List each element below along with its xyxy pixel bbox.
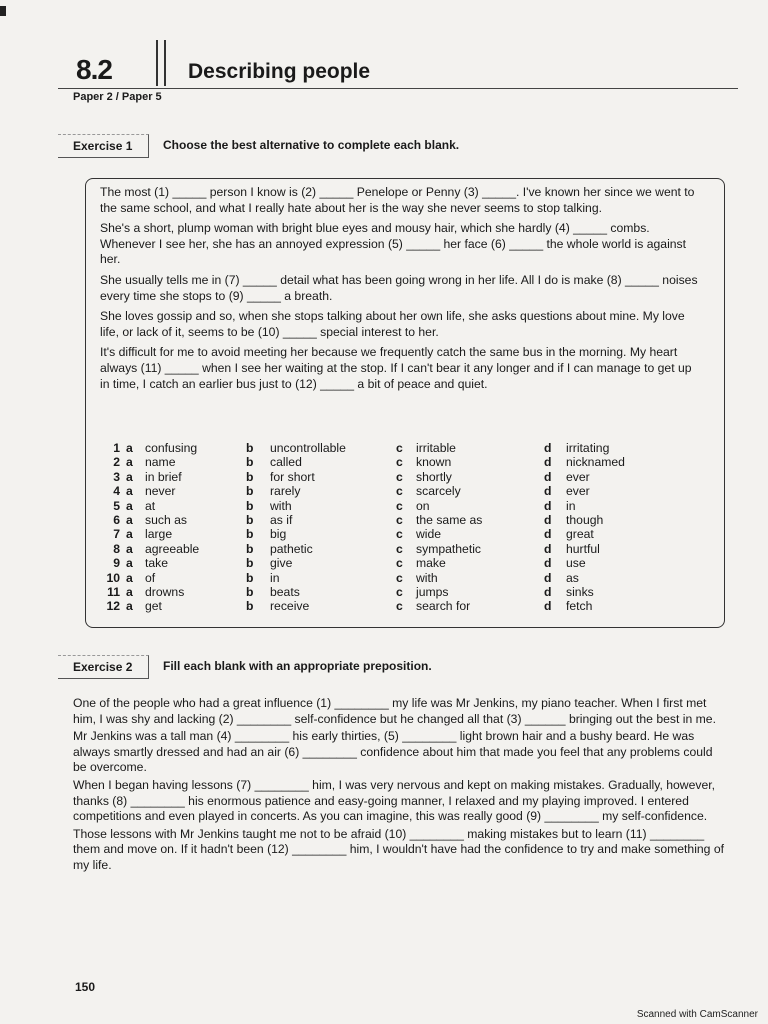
option-letter: c	[396, 441, 403, 455]
option-letter: a	[126, 469, 133, 484]
option-b-text: receive	[270, 599, 310, 614]
option-letter: b	[246, 498, 254, 513]
option-b-text: uncontrollable	[270, 441, 346, 455]
option-letter: b	[246, 599, 254, 614]
option-a-text: name	[145, 455, 176, 470]
option-number: 8	[113, 541, 120, 556]
option-letter: c	[396, 455, 403, 470]
option-b-text: give	[270, 556, 293, 571]
option-number: 1	[113, 441, 120, 455]
option-c-text: shortly	[416, 469, 452, 484]
option-letter: a	[126, 484, 133, 499]
option-row	[102, 599, 702, 613]
option-c-text: irritable	[416, 441, 456, 455]
option-letter: b	[246, 469, 254, 484]
exercise2-header	[58, 655, 738, 679]
option-b-text: in	[270, 570, 280, 585]
option-letter: c	[396, 541, 403, 556]
option-letter: a	[126, 512, 133, 527]
exercise2-paragraph: Mr Jenkins was a tall man (4) ________ his early thirties, (5) ________ light brown hair and a bushy beard. He was always smartly dressed and had an air (6) ________ confidence about him that made you feel that any problems could be overcome.	[73, 729, 713, 775]
option-row	[102, 455, 702, 469]
option-row	[102, 585, 702, 599]
option-letter: d	[544, 441, 552, 455]
option-a-text: at	[145, 498, 156, 513]
option-b-text: as if	[270, 512, 293, 527]
option-number: 5	[113, 498, 120, 513]
page-number: 150	[75, 980, 96, 994]
option-d-text: ever	[566, 484, 590, 499]
option-b-text: pathetic	[270, 541, 313, 556]
option-row	[102, 571, 702, 585]
option-c-text: jumps	[416, 584, 449, 599]
option-b-text: big	[270, 527, 287, 542]
option-letter: d	[544, 599, 552, 614]
option-d-text: nicknamed	[566, 455, 625, 470]
exercise1-paragraph: It's difficult for me to avoid meeting her because we frequently catch the same bus in the morning. My heart always (11) _____ when I see her waiting at the stop. If I can't bear it any longer and if I can manage to get up in time, I catch an earlier bus just to (12) _____ a bit of peace and quiet.	[100, 345, 692, 391]
option-row	[102, 527, 702, 541]
option-number: 6	[113, 512, 120, 527]
option-c-text: known	[416, 455, 452, 470]
option-letter: a	[126, 599, 133, 614]
exercise2-paragraph: One of the people who had a great influence (1) ________ my life was Mr Jenkins, my piano teacher. When I first met him, I was shy and lacking (2) ________ self-confidence but he changed all that (3) ______ bringing out the best in me.	[73, 696, 716, 726]
option-letter: d	[544, 512, 552, 527]
option-letter: b	[246, 570, 254, 585]
option-number: 2	[113, 455, 120, 470]
unit-header	[58, 40, 738, 90]
option-row	[102, 542, 702, 556]
option-letter: b	[246, 484, 254, 499]
option-c-text: on	[416, 498, 430, 513]
option-d-text: as	[566, 570, 579, 585]
option-number: 7	[113, 527, 120, 542]
unit-divider	[156, 40, 166, 86]
option-letter: d	[544, 527, 552, 542]
exercise2-paragraph: When I began having lessons (7) ________ him, I was very nervous and kept on making mistakes. Gradually, however, thanks (8) ________ his enormous patience and easy-going manner, I relaxed and my playing improved. I entered competitions and even played in concerts. As you can imagine, this was really good (9) ________ my self-confidence.	[73, 777, 715, 824]
option-a-text: drowns	[145, 584, 185, 599]
option-a-text: never	[145, 484, 176, 499]
option-a-text: agreeable	[145, 541, 200, 556]
option-d-text: great	[566, 527, 594, 542]
option-row	[102, 484, 702, 498]
options-list	[102, 441, 702, 614]
option-letter: d	[544, 498, 552, 513]
option-letter: d	[544, 541, 552, 556]
option-row	[102, 556, 702, 570]
exercise2-label: Exercise 2	[58, 655, 149, 679]
option-b-text: rarely	[270, 484, 301, 499]
option-number: 3	[113, 469, 120, 484]
option-letter: c	[396, 570, 403, 585]
option-letter: a	[126, 527, 133, 542]
option-d-text: though	[566, 512, 604, 527]
scanner-watermark: Scanned with CamScanner	[636, 1009, 758, 1020]
option-row	[102, 513, 702, 527]
option-c-text: wide	[416, 527, 442, 542]
option-letter: b	[246, 584, 254, 599]
exercise1-instruction: Choose the best alternative to complete each blank.	[163, 138, 460, 152]
option-d-text: irritating	[566, 441, 610, 455]
exercise2-paragraph: Those lessons with Mr Jenkins taught me not to be afraid (10) ________ making mistakes but to learn (11) ________ them and move on. If it hadn't been (12) ________ him, I wouldn't have had the confidence to try and make something of my life.	[73, 826, 725, 872]
exercise1-label: Exercise 1	[58, 134, 149, 158]
option-d-text: hurtful	[566, 541, 600, 556]
option-letter: d	[544, 570, 552, 585]
option-c-text: make	[416, 556, 446, 571]
paper-label: Paper 2 / Paper 5	[73, 91, 162, 103]
corner-mark	[0, 6, 6, 16]
header-rule	[58, 88, 738, 89]
option-letter: c	[396, 469, 403, 484]
option-letter: c	[396, 527, 403, 542]
option-d-text: use	[566, 556, 586, 571]
option-letter: d	[544, 584, 552, 599]
exercise1-box	[85, 178, 725, 628]
option-letter: a	[126, 541, 133, 556]
option-letter: d	[544, 469, 552, 484]
option-number: 12	[106, 599, 120, 614]
option-letter: b	[246, 441, 254, 455]
option-b-text: with	[270, 498, 292, 513]
option-letter: a	[126, 570, 133, 585]
exercise1-paragraph: She's a short, plump woman with bright blue eyes and mousy hair, which she hardly (4) _____ combs. Whenever I see her, she has an annoyed expression (5) _____ her face (6) _____ the whole world is against her.	[100, 221, 687, 267]
option-row	[102, 441, 702, 455]
option-a-text: such as	[145, 512, 188, 527]
exercise1-paragraph: She usually tells me in (7) _____ detail what has been going wrong in her life. All I do is make (8) _____ noises every time she stops to (9) _____ a breath.	[100, 272, 698, 303]
unit-title: Describing people	[188, 60, 371, 83]
option-number: 11	[107, 584, 120, 599]
option-letter: b	[246, 556, 254, 571]
exercise1-paragraph: The most (1) _____ person I know is (2) _____ Penelope or Penny (3) _____. I've known her since we went to the same school, and what I really hate about her is the way she never seems to stop talking.	[100, 185, 695, 215]
option-letter: a	[126, 556, 133, 571]
option-letter: b	[246, 541, 254, 556]
unit-number: 8.2	[76, 54, 112, 85]
exercise2-text	[73, 696, 728, 876]
option-d-text: sinks	[566, 584, 594, 599]
option-letter: c	[396, 584, 403, 599]
option-number: 10	[106, 570, 120, 585]
option-a-text: get	[145, 599, 162, 614]
option-d-text: ever	[566, 469, 590, 484]
option-row	[102, 470, 702, 484]
option-d-text: fetch	[566, 599, 593, 614]
option-letter: d	[544, 556, 552, 571]
option-a-text: take	[145, 556, 169, 571]
option-letter: a	[126, 455, 133, 470]
exercise1-text	[100, 185, 704, 397]
option-letter: b	[246, 455, 254, 470]
option-letter: b	[246, 527, 254, 542]
exercise2-instruction: Fill each blank with an appropriate preposition.	[163, 659, 432, 673]
option-b-text: beats	[270, 584, 300, 599]
option-c-text: sympathetic	[416, 541, 482, 556]
option-letter: c	[396, 498, 403, 513]
option-number: 9	[113, 556, 120, 571]
option-c-text: scarcely	[416, 484, 461, 499]
option-letter: a	[126, 441, 133, 455]
option-b-text: called	[270, 455, 302, 470]
option-row	[102, 499, 702, 513]
option-letter: c	[396, 484, 403, 499]
option-c-text: search for	[416, 599, 471, 614]
option-letter: c	[396, 599, 403, 614]
option-letter: a	[126, 584, 133, 599]
option-letter: a	[126, 498, 133, 513]
option-a-text: of	[145, 570, 156, 585]
option-a-text: large	[145, 527, 173, 542]
option-c-text: with	[416, 570, 438, 585]
option-b-text: for short	[270, 469, 315, 484]
option-letter: c	[396, 556, 403, 571]
option-letter: d	[544, 484, 552, 499]
option-d-text: in	[566, 498, 576, 513]
exercise1-header	[58, 134, 738, 158]
option-a-text: in brief	[145, 469, 182, 484]
option-number: 4	[113, 484, 120, 499]
exercise1-paragraph: She loves gossip and so, when she stops talking about her own life, she asks questions about mine. My love life, or lack of it, seems to be (10) _____ special interest to her.	[100, 309, 685, 339]
option-letter: c	[396, 512, 403, 527]
option-letter: b	[246, 512, 254, 527]
option-a-text: confusing	[145, 441, 198, 455]
option-c-text: the same as	[416, 512, 483, 527]
option-letter: d	[544, 455, 552, 470]
